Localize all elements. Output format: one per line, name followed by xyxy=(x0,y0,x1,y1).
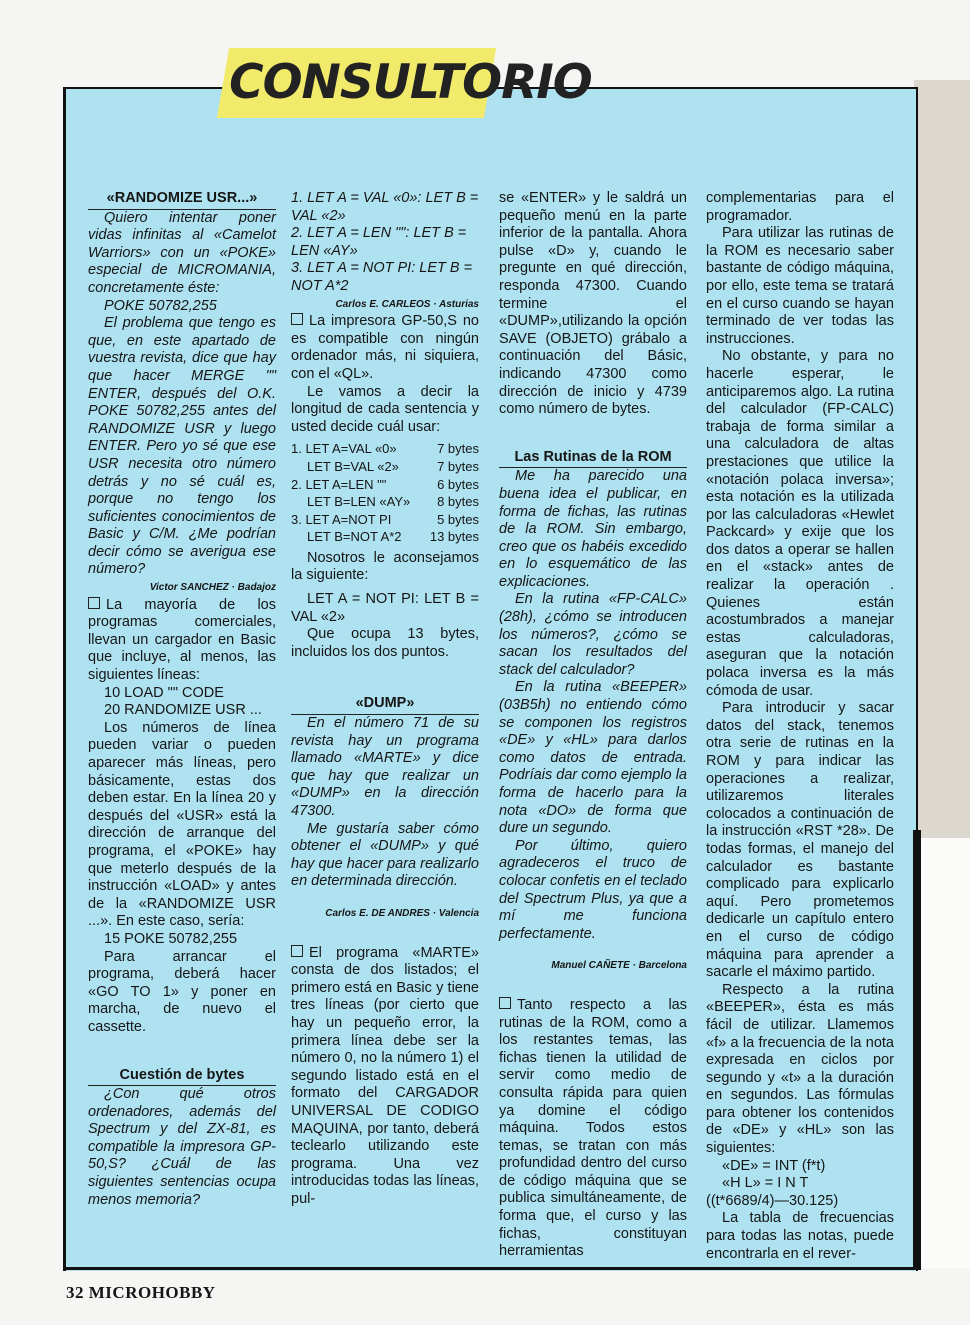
signature: Carlos E. DE ANDRES · Valencia xyxy=(325,907,479,919)
answer-text: complementarias para el programador. xyxy=(706,190,894,224)
column-4 xyxy=(706,190,894,1263)
answer-text: La mayoría de los programas comerciales, llevan un cargador en Basic que incluye, al menos, las siguientes líneas: xyxy=(88,596,276,684)
letter-question: Me ha parecido una buena idea el publicar, en forma de fichas, las rutinas de la ROM. Sin embargo, creo que os habéis excedido en lo esquemático de las explicaciones. xyxy=(499,468,687,590)
answer-text: Para arrancar el programa, deberá hacer «GO TO 1» y poner en marcha, de nuevo el cassette. xyxy=(88,948,276,1035)
section-logo-text: CONSULTORIO xyxy=(229,55,592,110)
code-line: 20 RANDOMIZE USR ... xyxy=(104,702,262,719)
section-logo xyxy=(217,48,592,118)
signature: Manuel CAÑETE · Barcelona xyxy=(551,960,687,972)
table-row: 2. LET A=LEN "" 6 bytes xyxy=(291,476,479,492)
heading-randomize: «RANDOMIZE USR...» xyxy=(88,190,276,210)
heading-rutinas-rom: Las Rutinas de la ROM xyxy=(499,449,687,469)
table-row: LET B=VAL «2» 7 bytes xyxy=(307,458,479,474)
answer-text: Tanto respecto a las rutinas de la ROM, como a los restantes temas, las fichas tienen la utilidad de servir como medio de consulta rápida para quien ya domine el código máquina. Todos estos temas, se tratan con más profundidad dentro del curso de código máquina que se publica simultáneamente, de forma que, el curso y las fichas, constituyan herramientas xyxy=(499,996,687,1260)
page-footer: 32 MICROHOBBY xyxy=(66,1283,216,1302)
table-row: LET B=LEN «AY» 8 bytes xyxy=(307,494,479,510)
signature: Carlos E. CARLEOS · Asturias xyxy=(335,298,479,310)
heading-dump: «DUMP» xyxy=(291,695,479,715)
code-line: 10 LOAD "" CODE xyxy=(104,684,224,701)
answer-text: La tabla de frecuencias para todas las notas, puede encontrarla en el rever- xyxy=(706,1210,894,1262)
column-2 xyxy=(291,190,479,1208)
formula-line: «H L» = I N T xyxy=(722,1175,809,1192)
table-row: 1. LET A=VAL «0» 7 bytes xyxy=(291,441,479,457)
statement-line: 2. LET A = LEN "": LET B = LEN «AY» xyxy=(291,225,467,259)
table-row: 3. LET A=NOT PI 5 bytes xyxy=(291,511,479,527)
answer-text: Que ocupa 13 bytes, incluidos los dos puntos. xyxy=(291,626,479,660)
letter-question: En el número 71 de su revista hay un programa llamado «MARTE» y dice que hay que realizar un «DUMP» en la dirección 47300. xyxy=(291,715,479,819)
answer-box-icon xyxy=(291,313,303,325)
letter-question: En la rutina «BEEPER» (03B5h) no entiendo cómo se componen los registros «DE» y «HL» para darlos como datos de entrada. Podríais dar como ejemplo la forma de hacerlo para la nota «DO» de forma que dure un segundo. xyxy=(499,679,687,837)
statement-line: 1. LET A = VAL «0»: LET B = VAL «2» xyxy=(291,190,479,224)
answer-box-icon xyxy=(88,597,100,609)
heading-cuestion-bytes: Cuestión de bytes xyxy=(88,1067,276,1087)
answer-text: Para introducir y sacar datos del stack, tenemos otra serie de rutinas en la ROM y para indicar las operaciones a realizar, utilizaremos literales colocados a continuación de la instrucción «RST *28». De todas formas, el manejo del calculador es bastante complicado para explicarlo aquí. Pero prometemos dedicarle un capítulo entero en el curso de código máquina para aprender a sacarle el máximo partido. xyxy=(706,700,894,981)
answer-box-icon xyxy=(291,945,303,957)
code-line: 15 POKE 50782,255 xyxy=(104,930,238,947)
formula-line: «DE» = INT (f*t) xyxy=(722,1157,826,1174)
code-line: LET A = NOT PI: LET B = VAL «2» xyxy=(291,591,479,625)
column-3 xyxy=(499,190,687,1261)
answer-text: El programa «MARTE» consta de dos listados; el primero está en Basic y tiene tres líneas (por cierto que hay un pequeño error, la primera línea debe ser la número 0, no la número 1) el segundo listado está en el formato del CARGADOR UNIVERSAL DE CODIGO MAQUINA, por tanto, deberá teclearlo utilizando este programa. Una vez introducidas todas las líneas, pul- xyxy=(291,944,479,1207)
bytes-table xyxy=(291,440,479,546)
column-1 xyxy=(88,190,276,1209)
statement-line: 3. LET A = NOT PI: LET B = NOT A*2 xyxy=(291,260,473,294)
answer-text: Nosotros le aconsejamos la siguiente: xyxy=(291,549,479,584)
answer-text: No obstante, y para no hacerle esperar, le anticiparemos algo. La rutina del calculador (FP-CALC) trabaja de forma similar a una calculadora de altas prestaciones que utilice la «notación polaca inversa»; esta notación es la utilizada por las calculadoras «Hewlet Packcard» y exije que los dos datos a operar se hallen en el «stack» antes de realizar la operación . Quienes están acostumbrados a manejar estas calculadoras, aseguran que la notación polaca inversa es la más cómoda de usar. xyxy=(706,348,894,699)
white-corner-block xyxy=(921,838,970,1268)
frame-right-notch xyxy=(913,830,921,1270)
answer-text: se «ENTER» y le saldrá un pequeño menú en la parte inferior de la pantalla. Ahora pulse «D» y, cuando le pregunte en qué dirección, responda 47300. Cuando termine el «DUMP»,utilizando la opción SAVE (OBJETO) grábalo a continuación del Básic, indicando 47300 como dirección de inicio y 4739 como número de bytes. xyxy=(499,190,687,418)
answer-text: Para utilizar las rutinas de la ROM es necesario saber bastante de código máquina, por ello, este tema se tratará en el curso cuando se hayan terminado de ver todas las instrucciones. xyxy=(706,225,894,347)
answer-text: Le vamos a decir la longitud de cada sentencia y usted decide cuál usar: xyxy=(291,383,479,435)
answer-box-icon xyxy=(499,997,511,1009)
letter-question: ¿Con qué otros ordenadores, además del Spectrum y del ZX-81, es compatible la impresora GP-50,S? ¿Cuál de las siguientes sentencias ocupa menos memoria? xyxy=(88,1086,276,1208)
letter-question: Quiero intentar poner vidas infinitas al «Camelot Warriors» con un «POKE» especial de MICROMANIA, concretamente éste: xyxy=(88,209,276,296)
code-line: POKE 50782,255 xyxy=(104,297,217,314)
letter-question: En la rutina «FP-CALC» (28h), ¿cómo se introducen los números?, ¿cómo se sacan los resultados del stack del calculador? xyxy=(499,591,687,678)
letter-question: Por último, quiero agradeceros el truco de colocar confetis en el teclado del Spectrum Plus, ya que a mí me funciona perfectamente. xyxy=(499,837,687,942)
right-margin-strip xyxy=(914,80,970,840)
frame-bottom-rule xyxy=(63,1267,919,1270)
answer-text: La impresora GP-50,S no es compatible con ningún ordenador más, ni siquiera, con el «QL». xyxy=(291,313,479,382)
signature: Victor SANCHEZ · Badajoz xyxy=(149,582,276,594)
answer-text: Respecto a la rutina «BEEPER», ésta es más fácil de utilizar. Llamemos «f» a la frecuencia de la nota expresada en ciclos por segundo y «t» a la duración en segundos. Las fórmulas para obtener los contenidos de «DE» y «HL» son las siguientes: xyxy=(706,981,894,1157)
letter-question: El problema que tengo es que, en este apartado de vuestra revista, dice que hay que hacer MERGE "" ENTER, después del O.K. POKE 50782,255 antes del RANDOMIZE USR y luego ENTER. Pero yo sé que ese USR necesita otro número detrás y no sé cuál es, porque no tengo los suficientes conocimientos de Basic y C/M. ¿Me podrían decir cómo se averigua ese número? xyxy=(88,315,276,578)
formula-line: ((t*6689/4)—30.125) xyxy=(706,1192,839,1209)
letter-question: Me gustaría saber cómo obtener el «DUMP» y qué hay que hacer para realizarlo en determinada dirección. xyxy=(291,820,479,890)
table-row: LET B=NOT A*2 13 bytes xyxy=(307,529,479,545)
answer-text: Los números de línea pueden variar o pueden aparecer más líneas, pero básicamente, estas dos deben estar. En la línea 20 y después del «USR» está la dirección de arranque del programa, el «POKE» hay que meterlo después de la instrucción «LOAD» y antes de la «RANDOMIZE USR ...». En este caso, sería: xyxy=(88,719,276,930)
